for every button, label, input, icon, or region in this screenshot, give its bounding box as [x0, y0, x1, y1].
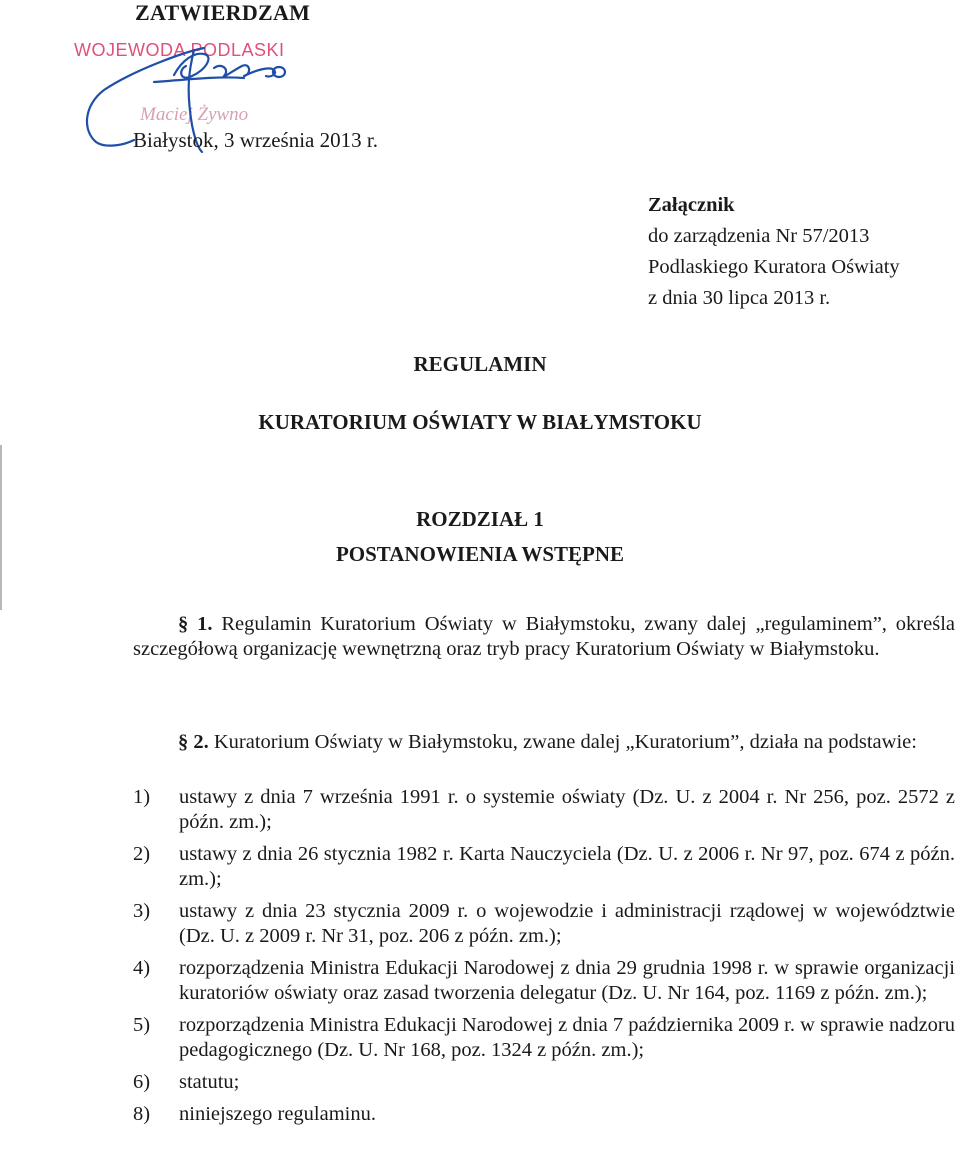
document-title: REGULAMIN — [413, 352, 547, 376]
attachment-info — [648, 190, 900, 314]
list-item — [133, 899, 955, 949]
attachment-line-3: z dnia 30 lipca 2013 r. — [648, 287, 831, 309]
list-item-text: rozporządzenia Ministra Edukacji Narodowej z dnia 29 grudnia 1998 r. w sprawie organizacji kuratoriów oświaty oraz zasad tworzenia delegatur (Dz. U. Nr 164, poz. 1169 z późn. zm.); — [179, 957, 955, 1004]
attachment-line-2: Podlaskiego Kuratora Oświaty — [648, 256, 900, 278]
list-item-number: 1) — [133, 786, 151, 808]
list-item-number: 2) — [133, 843, 151, 865]
section-2-mark: § 2. — [178, 731, 209, 753]
list-item — [133, 842, 955, 892]
list-item — [133, 1013, 955, 1063]
attachment-line-1: do zarządzenia Nr 57/2013 — [648, 225, 870, 247]
list-item-text: statutu; — [179, 1071, 240, 1093]
section-2 — [133, 730, 955, 755]
list-item-text: niniejszego regulaminu. — [179, 1103, 376, 1125]
chapter-number: ROZDZIAŁ 1 — [416, 507, 544, 531]
section-1-text: Regulamin Kuratorium Oświaty w Białymstoku, zwany dalej „regulaminem”, określa szczegółową organizację wewnętrzną oraz tryb pracy Kuratorium Oświaty w Białymstoku. — [133, 613, 955, 660]
list-item-text: ustawy z dnia 26 stycznia 1982 r. Karta Nauczyciela (Dz. U. z 2006 r. Nr 97, poz. 674 z późn. zm.); — [179, 843, 955, 890]
section-1 — [133, 612, 955, 662]
list-item — [133, 956, 955, 1006]
list-item — [133, 1070, 955, 1095]
attachment-title: Załącznik — [648, 194, 735, 216]
governor-stamp: WOJEWODA PODLASKI — [74, 40, 285, 60]
institution-title: KURATORIUM OŚWIATY W BIAŁYMSTOKU — [258, 410, 702, 434]
approval-title: ZATWIERDZAM — [135, 0, 311, 25]
section-1-mark: § 1. — [178, 613, 213, 635]
list-item-number: 3) — [133, 900, 151, 922]
list-item-number: 4) — [133, 957, 151, 979]
list-item-number: 6) — [133, 1071, 151, 1093]
list-item-text: rozporządzenia Ministra Edukacji Narodowej z dnia 7 października 2009 r. w sprawie nadzoru pedagogicznego (Dz. U. Nr 168, poz. 1324 z późn. zm.); — [179, 1014, 955, 1061]
list-item-text: ustawy z dnia 23 stycznia 2009 r. o wojewodzie i administracji rządowej w województwie (Dz. U. z 2009 r. Nr 31, poz. 206 z późn. zm.); — [179, 900, 955, 947]
list-item-number: 8) — [133, 1103, 151, 1125]
stamp-signer-name: Maciej Żywno — [140, 104, 249, 125]
legal-basis-list — [133, 785, 955, 1134]
list-item-text: ustawy z dnia 7 września 1991 r. o systemie oświaty (Dz. U. z 2004 r. Nr 256, poz. 2572 z późn. zm.); — [179, 786, 955, 833]
chapter-title: POSTANOWIENIA WSTĘPNE — [335, 542, 625, 566]
place-and-date: Białystok, 3 września 2013 r. — [133, 128, 378, 152]
list-item — [133, 785, 955, 835]
list-item — [133, 1102, 955, 1127]
list-item-number: 5) — [133, 1014, 151, 1036]
section-2-text: Kuratorium Oświaty w Białymstoku, zwane dalej „Kuratorium”, działa na podstawie: — [213, 731, 917, 753]
